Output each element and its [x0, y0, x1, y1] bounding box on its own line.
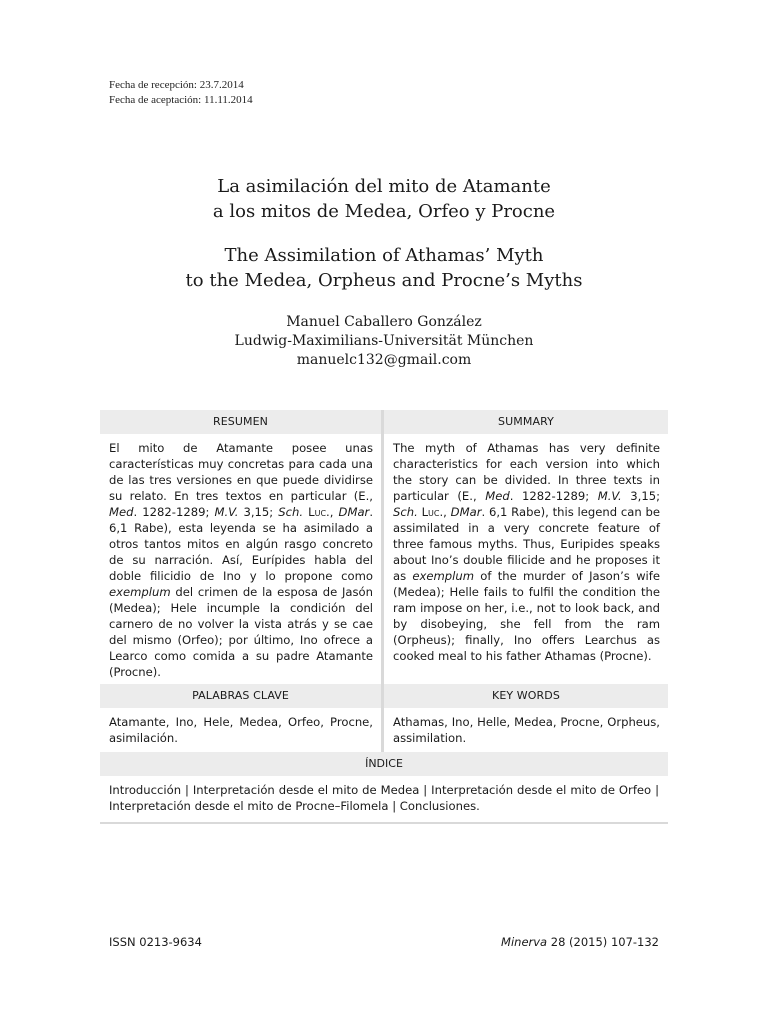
title-spanish — [100, 174, 668, 224]
index-heading: ÍNDICE — [100, 752, 668, 776]
keywords-english: Athamas, Ino, Helle, Medea, Procne, Orpheus, assimilation. — [393, 715, 660, 745]
volume-pages: 28 (2015) 107-132 — [547, 935, 659, 949]
author-info — [100, 313, 668, 370]
resumen-text: El mito de Atamante posee unas características muy concretas para cada una de las tres versiones en que puede dividirse su relato. En tres textos en particular (E., Med. 1282-1289; M.V. 3,15; Sch. Luc., DMar. 6,1 Rabe), esta leyenda se ha asimilado a otros tantos mitos en algún rasgo concreto de su narración. Así, Eurípides habla del doble filicidio de Ino y lo propone como exemplum del crimen de la esposa de Jasón (Medea); Hele incumple la condición del carnero de no volver la vista atrás y se cae del mismo (Orfeo); por último, Ino ofrece a Learco como comida a su padre Atamante (Procne). — [100, 434, 384, 684]
title-en-line2: to the Medea, Orpheus and Procne’s Myths — [185, 270, 583, 291]
title-en-line1: The Assimilation of Athamas’ Myth — [224, 245, 544, 266]
title-es-line1: La asimilación del mito de Atamante — [217, 176, 551, 197]
author-affiliation: Ludwig-Maximilians-Universität München — [234, 333, 534, 349]
summary-text: The myth of Athamas has very definite characteristics for each version into which the story can be divided. In three texts in particular (E., Med. 1282-1289; M.V. 3,15; Sch. Luc., DMar. 6,1 Rabe), this legend can be assimilated in a very concrete feature of three famous myths. Thus, Euripides speaks about Ino’s double filicide and he proposes it as exemplum of the murder of Jason’s wife (Medea); Helle fails to fulfil the condition the ram impose on her, i.e., not to look back, and by disobeying, she fell from the ram (Orpheus); finally, Ino offers Learchus as cooked meal to his father Athamas (Procne). — [393, 441, 661, 663]
palabras-clave-heading: PALABRAS CLAVE — [100, 684, 384, 708]
abstract-header-row — [100, 410, 668, 434]
keywords-row — [100, 708, 668, 752]
author-name: Manuel Caballero González — [286, 314, 482, 330]
journal-name: Minerva — [501, 935, 548, 949]
summary-heading: SUMMARY — [498, 415, 554, 428]
footer-issn: ISSN 0213-9634 — [109, 935, 202, 949]
title-es-line2: a los mitos de Medea, Orfeo y Procne — [212, 201, 556, 222]
accepted-date: Fecha de aceptación: 11.11.2014 — [109, 94, 253, 106]
title-english — [100, 243, 668, 293]
key-words-heading: KEY WORDS — [492, 689, 560, 702]
resumen-heading: RESUMEN — [100, 410, 384, 434]
author-email[interactable]: manuelc132@gmail.com — [296, 352, 472, 368]
abstract-table — [100, 410, 668, 824]
received-date: Fecha de recepción: 23.7.2014 — [109, 79, 244, 91]
abstract-body-row — [100, 434, 668, 684]
index-text: Introducción | Interpretación desde el mito de Medea | Interpretación desde el mito de Orfeo | Interpretación desde el mito de Procne–Filomela | Conclusiones. — [100, 776, 668, 824]
keywords-spanish: Atamante, Ino, Hele, Medea, Orfeo, Procne, asimilación. — [100, 708, 384, 752]
footer-citation — [501, 935, 659, 949]
keywords-header-row — [100, 684, 668, 708]
reception-dates — [109, 78, 253, 108]
